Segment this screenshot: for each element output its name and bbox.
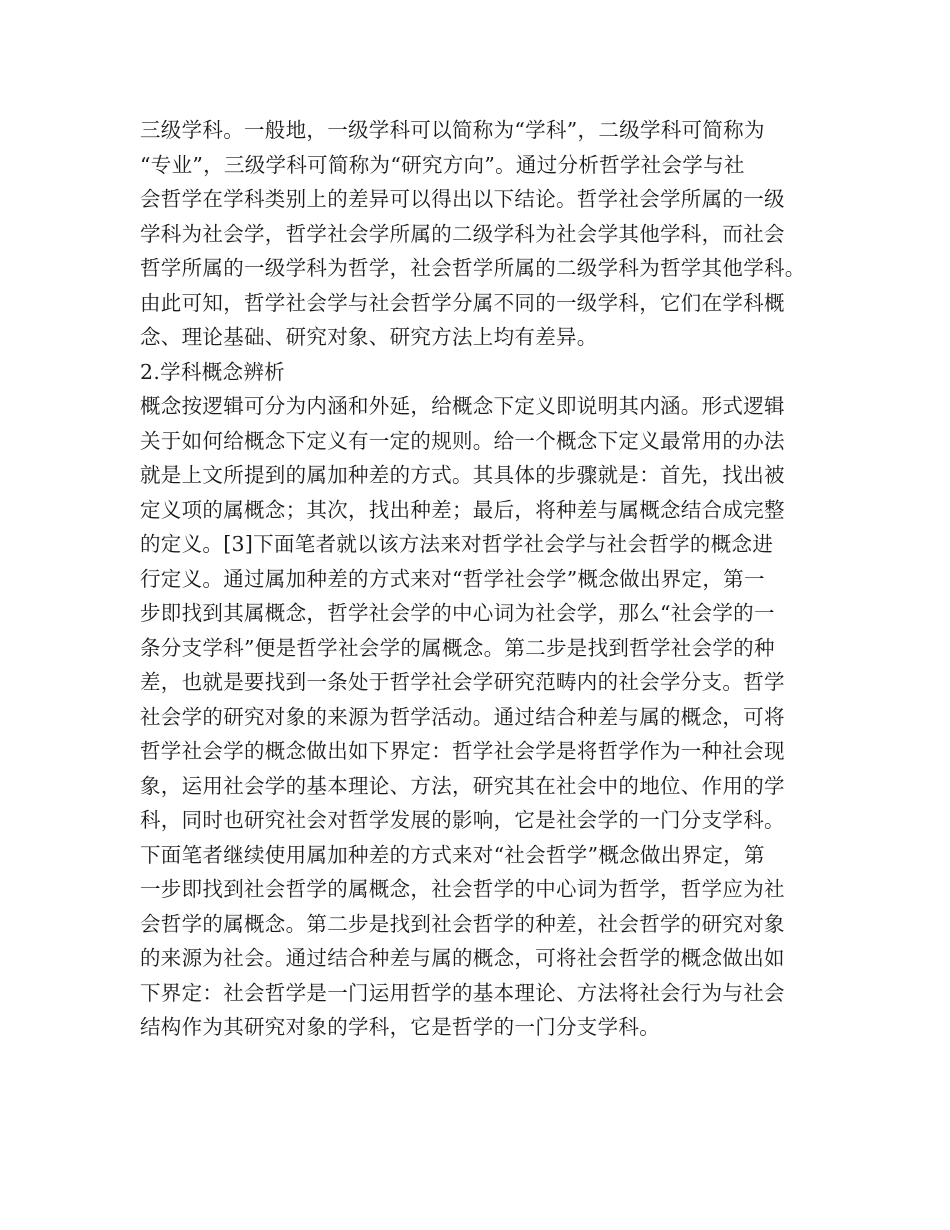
paragraph-social-philosophy: [140, 838, 820, 1045]
text-line: 三级学科。一般地，一级学科可以简称为“学科”，二级学科可简称为: [140, 118, 765, 142]
body-text: [140, 113, 820, 1045]
text-line: 一步即找到社会哲学的属概念，社会哲学的中心词为哲学，哲学应为社: [140, 877, 785, 901]
text-line: 念、理论基础、研究对象、研究方法上均有差异。: [140, 325, 598, 349]
text-line: 哲学社会学的概念做出如下界定：哲学社会学是将哲学作为一种社会现: [140, 739, 785, 763]
text-line: 会哲学的属概念。第二步是找到社会哲学的种差，社会哲学的研究对象: [140, 911, 785, 936]
text-line: 由此可知，哲学社会学与社会哲学分属不同的一级学科，它们在学科概: [140, 290, 785, 315]
text-line: 差，也就是要找到一条处于哲学社会学研究范畴内的社会学分支。哲学: [140, 670, 785, 694]
text-line: 条分支学科”便是哲学社会学的属概念。第二步是找到哲学社会学的种: [140, 635, 775, 660]
text-line: 科，同时也研究社会对哲学发展的影响，它是社会学的一门分支学科。: [140, 808, 785, 832]
paragraph-disciplines: [140, 113, 820, 355]
text-line: 下界定：社会哲学是一门运用哲学的基本理论、方法将社会行为与社会: [140, 980, 785, 1005]
text-line: 行定义。通过属加种差的方式来对“哲学社会学”概念做出界定，第一: [140, 566, 765, 591]
section-heading: 2.学科概念辨析: [140, 359, 285, 384]
text-line: 的来源为社会。通过结合种差与属的概念，可将社会哲学的概念做出如: [140, 946, 785, 970]
text-line: 就是上文所提到的属加种差的方式。其具体的步骤就是：首先，找出被: [140, 463, 785, 487]
text-line: 学科为社会学，哲学社会学所属的二级学科为社会学其他学科，而社会: [140, 221, 785, 246]
text-line: 象，运用社会学的基本理论、方法，研究其在社会中的地位、作用的学: [140, 773, 785, 798]
text-line: 的定义。[3]下面笔者就以该方法来对哲学社会学与社会哲学的概念进: [140, 532, 774, 556]
text-line: 关于如何给概念下定义有一定的规则。给一个概念下定义最常用的办法: [140, 428, 785, 453]
text-line: 定义项的属概念；其次，找出种差；最后，将种差与属概念结合成完整: [140, 497, 785, 522]
text-line: 下面笔者继续使用属加种差的方式来对“社会哲学”概念做出界定，第: [140, 842, 765, 867]
text-line: 概念按逻辑可分为内涵和外延，给概念下定义即说明其内涵。形式逻辑: [140, 394, 785, 418]
text-line: “专业”，三级学科可简称为“研究方向”。通过分析哲学社会学与社: [140, 152, 745, 177]
text-line: 会哲学在学科类别上的差异可以得出以下结论。哲学社会学所属的一级: [140, 187, 785, 211]
text-line: 步即找到其属概念，哲学社会学的中心词为社会学，那么“社会学的一: [140, 601, 775, 625]
text-line: 结构作为其研究对象的学科，它是哲学的一门分支学科。: [140, 1015, 660, 1039]
text-line: 哲学所属的一级学科为哲学，社会哲学所属的二级学科为哲学其他学科。: [140, 256, 806, 280]
text-line: 社会学的研究对象的来源为哲学活动。通过结合种差与属的概念，可将: [140, 704, 785, 729]
paragraph-concept-definition: [140, 389, 820, 838]
